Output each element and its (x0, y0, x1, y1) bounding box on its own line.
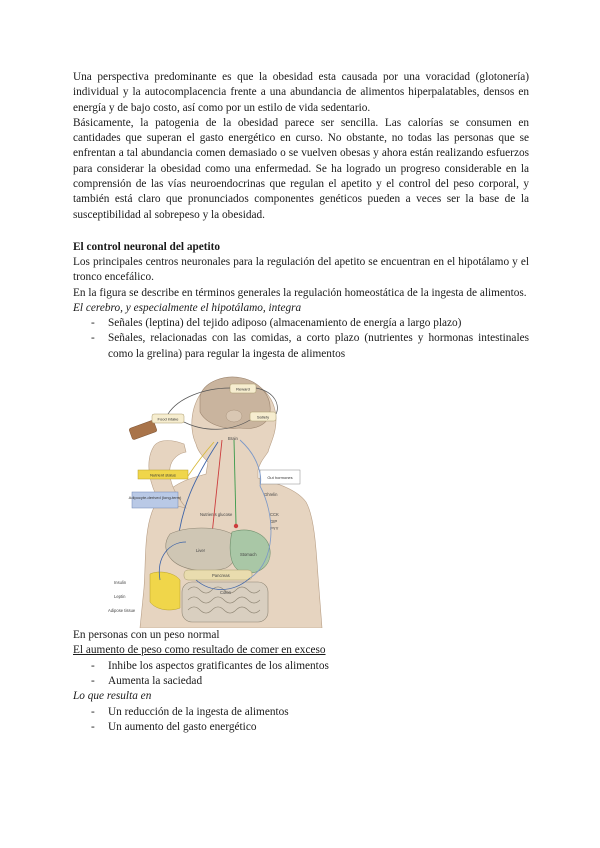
paragraph-neural-centers: Los principales centros neuronales para la regulación del apetito se encuentran en el hipotálamo y el tronco encefálico. (73, 255, 529, 284)
appetite-regulation-figure (100, 366, 332, 628)
paragraph-figure-description: En la figura se describe en términos generales la regulación homeostática de la ingesta de alimentos. (73, 286, 527, 299)
list-item: - Señales (leptina) del tejido adiposo (almacenamiento de energía a largo plazo) (91, 316, 529, 331)
reward-label: Reward (236, 386, 250, 392)
insulin-label: Insulin (114, 580, 127, 586)
hypothalamus-shape (226, 410, 242, 422)
document-page (73, 70, 529, 735)
nutrients-label: Nutrients glucose (200, 512, 233, 518)
ghrelin-label: Ghrelin (264, 492, 278, 498)
list-item: - Un aumento del gasto energético (91, 720, 529, 735)
intestines-shape (182, 582, 268, 622)
gip-label: GIP (270, 519, 278, 525)
paragraph-result: Lo que resulta en (73, 690, 152, 703)
paragraph-obesity-pathogenesis: Básicamente, la patogenia de la obesidad parece ser sencilla. Las calorías se consumen en cantidades que superan el gasto energético en curso. No obstante, no todas las personas que se enfrentan a tal abundancia comen demasiado o se vuelven obesas y ahora están realizando esfuerzos para considerar la obesidad como una enfermedad. Se ha logrado un progreso considerable en la comprensión de las vías neuroendocrinas que regulan el apetito y el control del peso corporal, y también está claro que pronunciados componentes genéticos pueden a veces ser la base de la susceptibilidad al sobrepeso y la obesidad. (73, 116, 529, 221)
signals-list (73, 316, 529, 362)
nutrient-status-label: Nutrient status (150, 472, 176, 478)
food-intake-label: Food intake (157, 416, 179, 422)
appetite-figure-svg (100, 366, 332, 628)
leptin-label: Leptin (114, 594, 126, 600)
adipocyte-label: Adipocyte-derived (long-term) (128, 495, 182, 501)
list-item: - Un reducción de la ingesta de alimentos (91, 705, 529, 720)
liver-label: Liver (196, 548, 206, 554)
list-item: - Inhibe los aspectos gratificantes de los alimentos (91, 659, 529, 674)
paragraph-obesity-perspective: Una perspectiva predominante es que la obesidad esta causada por una voracidad (glotonería) individual y la autocomplacencia frente a una abundancia de alimentos hiperpalatables, densos en energía y de bajo costo, así como por un estilo de vida sedentario. (73, 71, 529, 114)
gut-hormones-label: Gut hormones (267, 475, 293, 481)
stomach-label: Stomach (240, 552, 257, 558)
paragraph-brain-integrates: El cerebro, y especialmente el hipotálamo, integra (73, 301, 302, 314)
paragraph-weight-gain: El aumento de peso como resultado de comer en exceso (73, 644, 326, 657)
pyy-label: PYY (270, 526, 279, 532)
results-list (73, 705, 529, 736)
list-item: - Señales, relacionadas con las comidas, a corto plazo (nutrientes y hormonas intestinales como la grelina) para regular la ingesta de alimentos (91, 331, 529, 362)
brain-label: Brain (228, 436, 238, 442)
signal-dot (234, 524, 238, 528)
colon-label: Colon (220, 590, 231, 596)
adipose-tissue-label: Adipose tissue (108, 608, 136, 614)
cck-label: CCK (270, 512, 279, 518)
paragraph-normal-weight: En personas con un peso normal (73, 629, 220, 642)
section-heading: El control neuronal del apetito (73, 240, 221, 253)
adipose-tissue-shape (150, 572, 180, 610)
satiety-label: Satiety (256, 414, 270, 420)
effects-list (73, 659, 529, 690)
list-item: - Aumenta la saciedad (91, 674, 529, 689)
pancreas-label: Pancreas (212, 573, 230, 579)
